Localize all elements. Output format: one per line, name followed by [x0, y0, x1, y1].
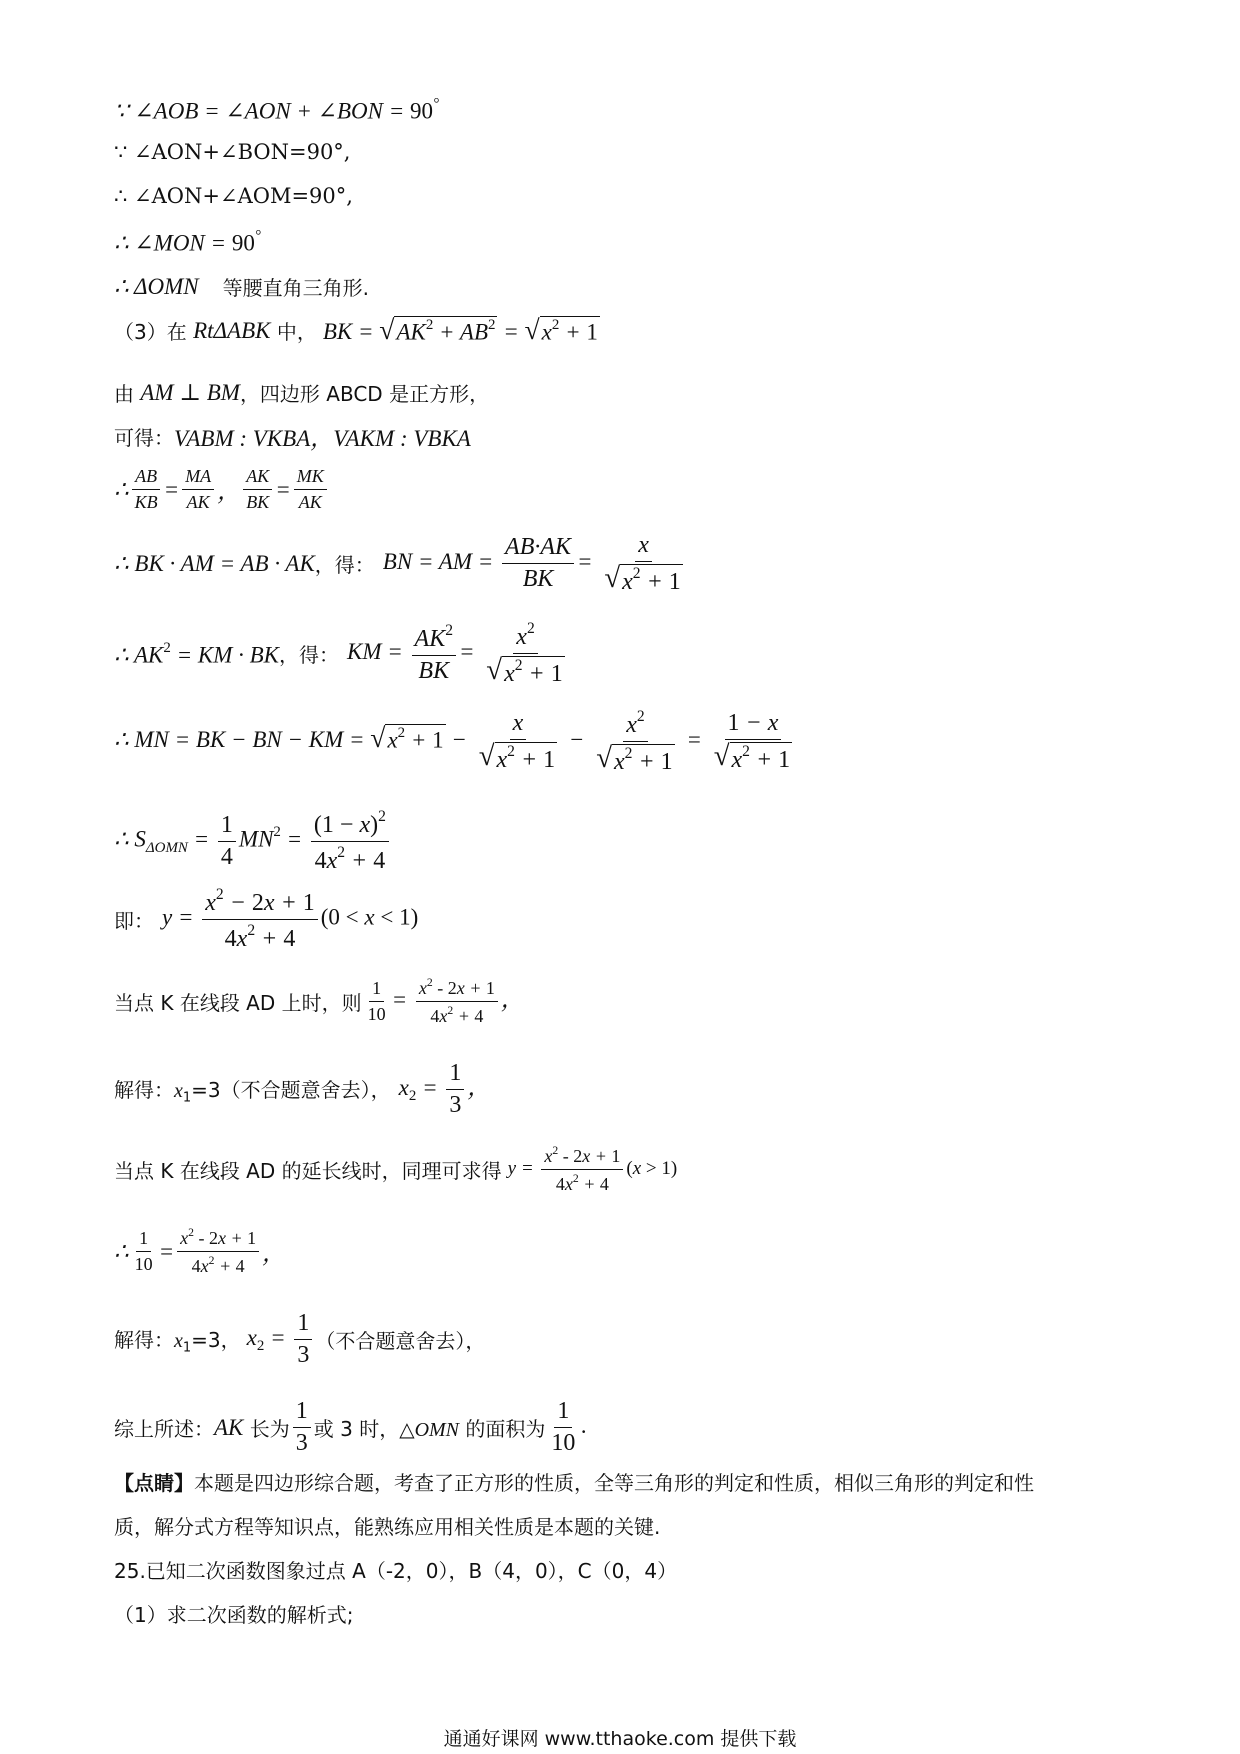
- line-22: 质，解分式方程等知识点，能熟练应用相关性质是本题的关键.: [114, 1515, 661, 1539]
- line-2: [114, 140, 351, 164]
- line-5: [114, 272, 369, 301]
- line-1: [114, 96, 439, 124]
- question-25: 25.已知二次函数图象过点 A（-2，0），B（4，0），C（0，4）: [114, 1559, 678, 1583]
- page-footer: 通通好课网 www.tthaoke.com 提供下载: [443, 1728, 797, 1750]
- text-line-3: ∴ ∠AON+∠AOM=90°,: [114, 184, 353, 208]
- line-19: 解得：$x_1=3$， $x_2$ = $\frac{1}{3}$ （不合题意舍去），: [114, 1310, 486, 1368]
- formula-similar: VABM : VKBA，VAKM : VBKA: [174, 426, 471, 451]
- line-15: 当点 K 在线段 AD 上时，则 $\frac{1}{10}$ = $\frac{x^2 - 2x + 1}{4x^2 + 4}$ ，: [114, 976, 524, 1027]
- line-18: ∴ $\frac{1}{10}$ = $\frac{x^2 - 2x + 1}{4x^2 + 4}$ ，: [114, 1226, 286, 1277]
- line-6: （3）在 RtΔABK 中， BK = √ $AK^2 + AB^2$ = √ $x^2 + 1$: [114, 314, 598, 345]
- formula-bn: BN = AM = $\frac{AB\cdot AK}{BK}$ = x √ $x^2 + 1$: [382, 532, 681, 595]
- line-9: ∴ $\frac{AB}{KB}$ = $\frac{MA}{AK}$ ， $\frac{AK}{BK}$ = $\frac{MK}{AK}$: [114, 466, 330, 513]
- formula-km: KM = $\frac{AK^2}{BK}$ = $x^2$ √ $x^2 + 1$: [347, 620, 563, 687]
- line-4: [114, 228, 261, 256]
- text-square: ，四边形 ABCD 是正方形，: [239, 382, 490, 406]
- line-16: 解得：$x_1=3$（不合题意舍去）， $x_2$ = $\frac{1}{3}$ ，: [114, 1060, 491, 1118]
- comment-text: 本题是四边形综合题，考查了正方形的性质，全等三角形的判定和性质，相似三角形的判定和性: [194, 1471, 1034, 1495]
- formula-bk: BK = √ $AK^2 + AB^2$ = √ $x^2 + 1$: [322, 314, 598, 345]
- formula-area: ∴ $S_{\Delta OMN}$ = $\frac{1}{4}$ $MN^2$ = $\frac{(1 - x)^2}{4x^2 + 4}$: [114, 808, 392, 875]
- question-25-part-1: （1）求二次函数的解析式;: [114, 1603, 354, 1627]
- formula-aob: ∵ ∠AOB = ∠AON + ∠BON = 90°: [114, 96, 439, 124]
- line-21: [114, 1467, 1034, 1496]
- text-line-2: ∵ ∠AON+∠BON=90°,: [114, 140, 351, 164]
- line-7: 由 AM ⊥ BM ，四边形 ABCD 是正方形，: [114, 379, 490, 406]
- line-13: [114, 808, 392, 875]
- line-3: [114, 184, 353, 208]
- formula-y: y = $\frac{x^2 - 2x + 1}{4x^2 + 4}$ (0 < x < 1): [162, 886, 419, 952]
- line-8: 可得： VABM : VKBA，VAKM : VBKA: [114, 420, 471, 453]
- line-20: 综上所述： AK 长为 $\frac{1}{3}$ 或 3 时，△OMN 的面积为 $\frac{1}{10}$ .: [114, 1398, 588, 1456]
- line-12: [114, 708, 798, 776]
- line-10: ∴ BK · AM = AB · AK ，得： BN = AM = $\frac{AB\cdot AK}{BK}$ = x √ $x^2 + 1$: [114, 532, 689, 596]
- line-17: 当点 K 在线段 AD 的延长线时，同理可求得 y = $\frac{x^2 - 2x + 1}{4x^2 + 4}$ (x > 1): [114, 1144, 678, 1195]
- text-isosceles: 等腰直角三角形.: [222, 276, 369, 300]
- formula-mn: ∴ MN = BK − BN − KM = √ $x^2 + 1$ − x √ $x^2 + 1$ − $x^2$ √ $x^2 + 1$ = 1 − x √ $x^2 + 1$: [114, 708, 791, 775]
- formula-omn: ∴ ΔOMN: [114, 273, 199, 299]
- line-11: ∴ $AK^2$ = KM · BK ，得： KM = $\frac{AK^2}{BK}$ = $x^2$ √ $x^2 + 1$: [114, 620, 571, 688]
- formula-mon: ∴ ∠MON = 90°: [114, 228, 261, 256]
- comment-label: 【点睛】: [114, 1471, 194, 1495]
- line-14: 即： y = $\frac{x^2 - 2x + 1}{4x^2 + 4}$ (0 < x < 1): [114, 886, 419, 952]
